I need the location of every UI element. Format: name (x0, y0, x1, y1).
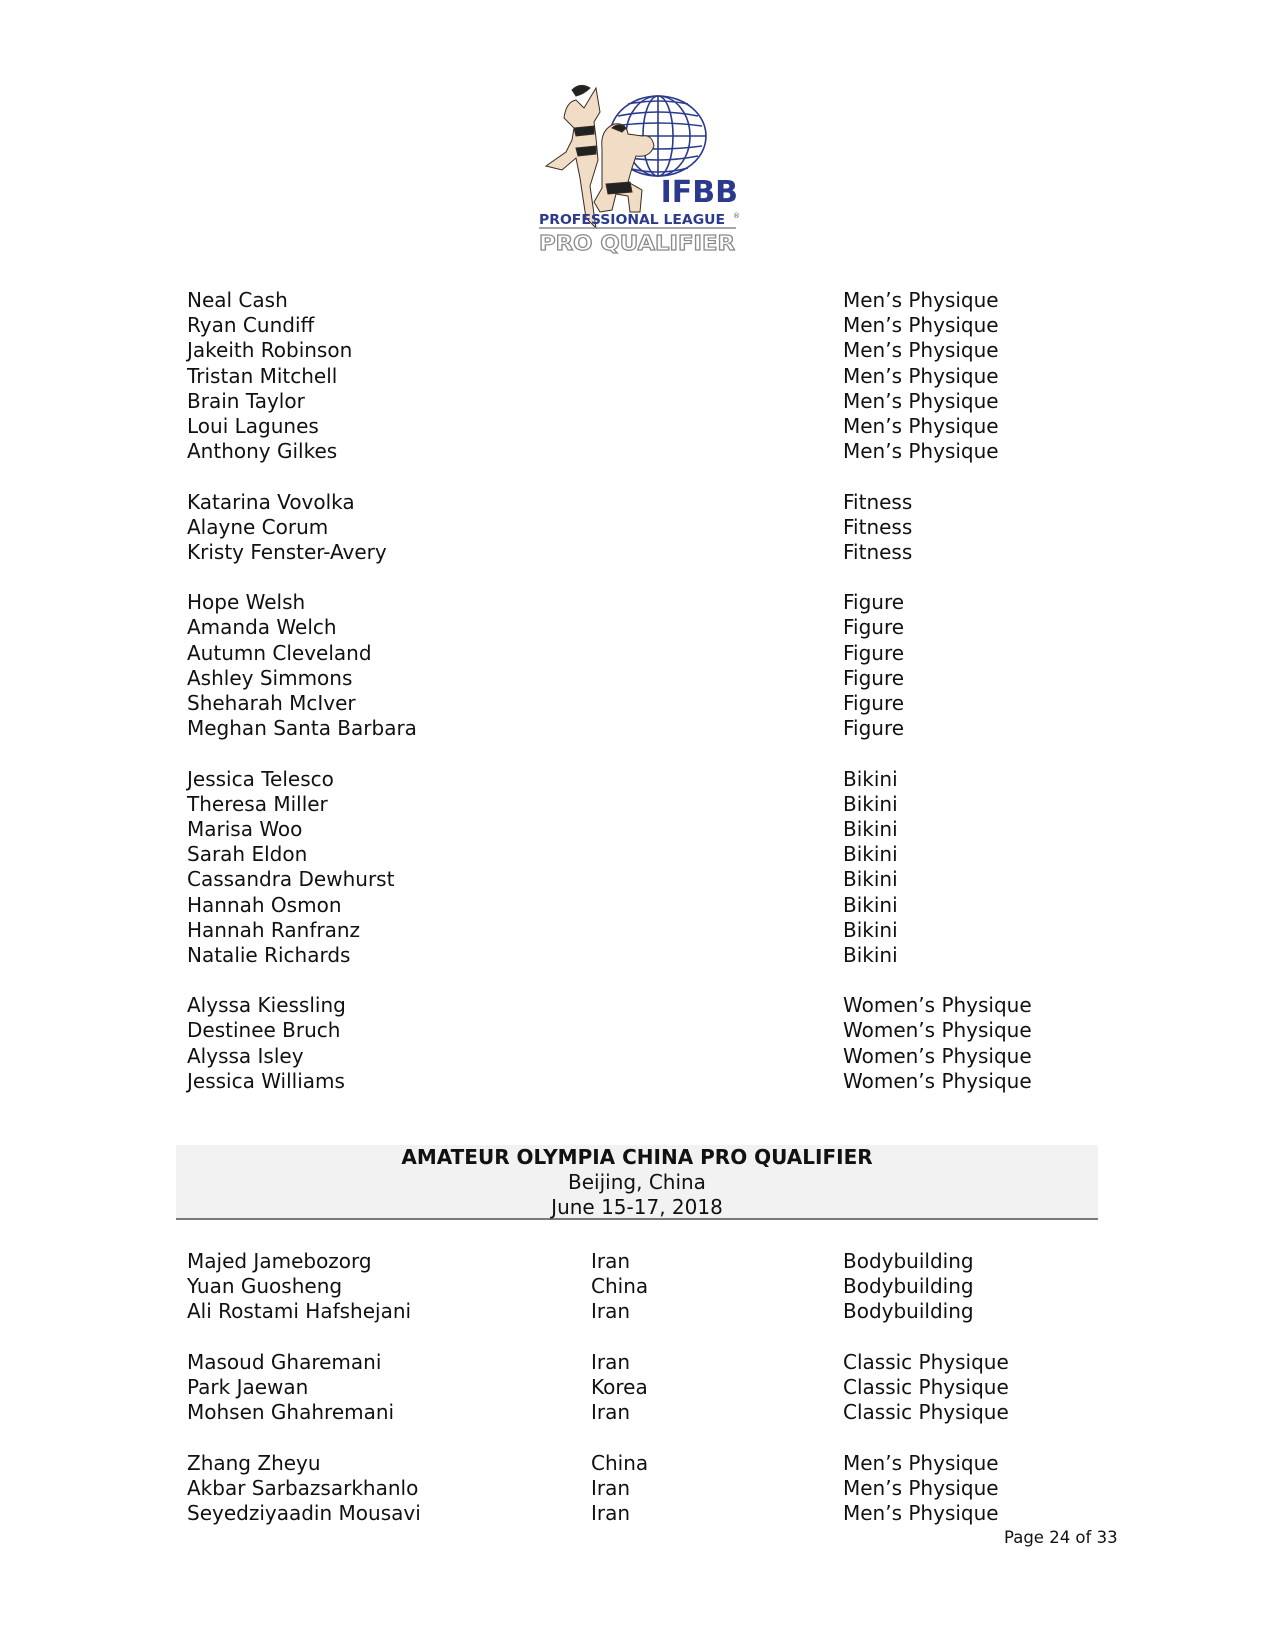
female-athlete-figure (546, 85, 600, 228)
athlete-category: Figure (843, 615, 905, 640)
athlete-row (187, 515, 1087, 540)
athlete-row (187, 540, 1087, 565)
athlete-category: Men’s Physique (843, 338, 999, 363)
athlete-name: Amanda Welch (187, 615, 337, 640)
athlete-row (187, 338, 1087, 363)
athlete-country: Korea (591, 1374, 648, 1399)
athlete-row (187, 1350, 1087, 1375)
professional-league-text: PROFESSIONAL LEAGUE (539, 213, 725, 228)
athlete-row (187, 716, 1087, 741)
event-location: Beijing, China (568, 1170, 706, 1194)
athlete-country: Iran (591, 1500, 631, 1525)
athlete-row (187, 893, 1087, 918)
athlete-category: Classic Physique (843, 1374, 1009, 1399)
group-spacer (187, 565, 1087, 590)
athlete-category: Fitness (843, 489, 913, 514)
athlete-category: Bikini (843, 791, 898, 816)
athlete-name: Neal Cash (187, 288, 288, 312)
athlete-name: Hannah Osmon (187, 892, 342, 917)
athlete-category: Bodybuilding (843, 1274, 974, 1299)
athlete-category: Men’s Physique (843, 388, 999, 413)
athlete-row (187, 1451, 1087, 1476)
athlete-category: Figure (843, 590, 905, 615)
athlete-category: Figure (843, 665, 905, 690)
athlete-row (187, 288, 1087, 313)
athlete-name: Alyssa Kiessling (187, 993, 346, 1018)
pro-qualifier-text: PRO QUALIFIER (539, 231, 735, 254)
event-header (176, 1145, 1098, 1220)
athlete-row (187, 590, 1087, 615)
athlete-row (187, 1299, 1087, 1324)
athlete-country: Iran (591, 1400, 631, 1425)
page-number: Page 24 of 33 (1004, 1528, 1118, 1547)
athlete-row (187, 414, 1087, 439)
athlete-row (187, 439, 1087, 464)
athlete-country: Iran (591, 1475, 631, 1500)
athlete-row (187, 842, 1087, 867)
athlete-row (187, 313, 1087, 338)
athlete-row (187, 1249, 1087, 1274)
athlete-category: Bikini (843, 867, 898, 892)
athlete-name: Ashley Simmons (187, 665, 353, 690)
athlete-name: Ryan Cundiff (187, 313, 315, 338)
athlete-category: Bikini (843, 842, 898, 867)
athlete-name: Hannah Ranfranz (187, 917, 361, 942)
athlete-row (187, 1400, 1087, 1425)
athlete-row (187, 691, 1087, 716)
group-spacer (187, 968, 1087, 993)
event-dates: June 15-17, 2018 (551, 1195, 723, 1219)
athlete-name: Theresa Miller (187, 791, 328, 816)
athlete-category: Bodybuilding (843, 1249, 974, 1273)
male-athlete-figure (594, 124, 654, 212)
athlete-name: Alyssa Isley (187, 1043, 304, 1068)
athlete-name: Brain Taylor (187, 388, 305, 413)
athlete-row (187, 666, 1087, 691)
athlete-name: Marisa Woo (187, 816, 303, 841)
athlete-category: Bodybuilding (843, 1299, 974, 1324)
athlete-category: Women’s Physique (843, 1018, 1032, 1043)
athlete-row (187, 1069, 1087, 1094)
athlete-category: Men’s Physique (843, 363, 999, 388)
athlete-row (187, 1476, 1087, 1501)
athlete-category: Fitness (843, 514, 913, 539)
athlete-name: Akbar Sarbazsarkhanlo (187, 1475, 419, 1500)
athlete-row (187, 615, 1087, 640)
athlete-name: Loui Lagunes (187, 413, 319, 438)
athlete-category: Men’s Physique (843, 413, 999, 438)
athlete-name: Majed Jamebozorg (187, 1249, 372, 1273)
athlete-name: Cassandra Dewhurst (187, 867, 395, 892)
athlete-row (187, 1375, 1087, 1400)
athlete-name: Katarina Vovolka (187, 489, 355, 514)
athlete-category: Bikini (843, 917, 898, 942)
ifbb-wordmark: IFBB (660, 175, 738, 210)
athlete-name: Zhang Zheyu (187, 1450, 321, 1475)
athlete-name: Jakeith Robinson (187, 338, 353, 363)
athlete-name: Anthony Gilkes (187, 439, 338, 464)
athlete-name: Natalie Richards (187, 942, 351, 967)
athlete-row (187, 490, 1087, 515)
athlete-row (187, 767, 1087, 792)
athlete-row (187, 389, 1087, 414)
group-spacer (187, 741, 1087, 766)
athlete-category: Men’s Physique (843, 288, 999, 312)
group-spacer (187, 1325, 1087, 1350)
athlete-category: Classic Physique (843, 1349, 1009, 1374)
athlete-row (187, 1274, 1087, 1299)
athlete-name: Jessica Williams (187, 1068, 345, 1093)
athlete-name: Ali Rostami Hafshejani (187, 1299, 412, 1324)
athlete-country: Iran (591, 1249, 631, 1273)
athlete-row (187, 792, 1087, 817)
event-results (187, 1249, 1087, 1526)
athlete-country: China (591, 1274, 649, 1299)
event-title: AMATEUR OLYMPIA CHINA PRO QUALIFIER (401, 1145, 873, 1169)
athlete-name: Seyedziyaadin Mousavi (187, 1500, 421, 1525)
athlete-country: Iran (591, 1299, 631, 1324)
athlete-row (187, 1501, 1087, 1526)
athlete-category: Women’s Physique (843, 993, 1032, 1018)
athlete-country: Iran (591, 1349, 631, 1374)
group-spacer (187, 464, 1087, 489)
athlete-name: Masoud Gharemani (187, 1349, 382, 1374)
athlete-category: Fitness (843, 539, 913, 564)
athlete-country: China (591, 1450, 649, 1475)
athlete-category: Classic Physique (843, 1400, 1009, 1425)
athlete-name: Destinee Bruch (187, 1018, 341, 1043)
athlete-name: Yuan Guosheng (187, 1274, 343, 1299)
athlete-row (187, 993, 1087, 1018)
athlete-row (187, 364, 1087, 389)
athlete-row (187, 817, 1087, 842)
athlete-row (187, 1018, 1087, 1043)
athlete-name: Tristan Mitchell (187, 363, 338, 388)
ifbb-pro-qualifier-logo (536, 78, 740, 254)
athlete-row (187, 943, 1087, 968)
athlete-name: Sheharah McIver (187, 691, 356, 715)
athlete-category: Bikini (843, 816, 898, 841)
athlete-category: Men’s Physique (843, 439, 999, 464)
athlete-category: Women’s Physique (843, 1068, 1032, 1093)
athlete-category: Bikini (843, 892, 898, 917)
athlete-category: Men’s Physique (843, 1500, 999, 1525)
athlete-category: Figure (843, 640, 905, 665)
athlete-name: Hope Welsh (187, 590, 306, 615)
athlete-name: Mohsen Ghahremani (187, 1400, 395, 1425)
athlete-name: Autumn Cleveland (187, 640, 372, 665)
athlete-name: Sarah Eldon (187, 842, 308, 867)
athlete-category: Figure (843, 716, 905, 741)
athlete-name: Park Jaewan (187, 1374, 309, 1399)
athlete-name: Jessica Telesco (187, 766, 334, 791)
athlete-category: Bikini (843, 766, 898, 791)
athlete-name: Kristy Fenster-Avery (187, 539, 387, 564)
athlete-category: Women’s Physique (843, 1043, 1032, 1068)
athlete-category: Men’s Physique (843, 1475, 999, 1500)
athlete-row (187, 867, 1087, 892)
athlete-category: Bikini (843, 942, 898, 967)
previous-event-results (187, 288, 1087, 1094)
group-spacer (187, 1425, 1087, 1450)
athlete-row (187, 918, 1087, 943)
athlete-row (187, 641, 1087, 666)
athlete-name: Meghan Santa Barbara (187, 716, 417, 741)
athlete-category: Men’s Physique (843, 313, 999, 338)
athlete-category: Figure (843, 691, 905, 715)
athlete-category: Men’s Physique (843, 1450, 999, 1475)
athlete-name: Alayne Corum (187, 514, 329, 539)
registered-mark: ® (733, 212, 740, 220)
athlete-row (187, 1044, 1087, 1069)
